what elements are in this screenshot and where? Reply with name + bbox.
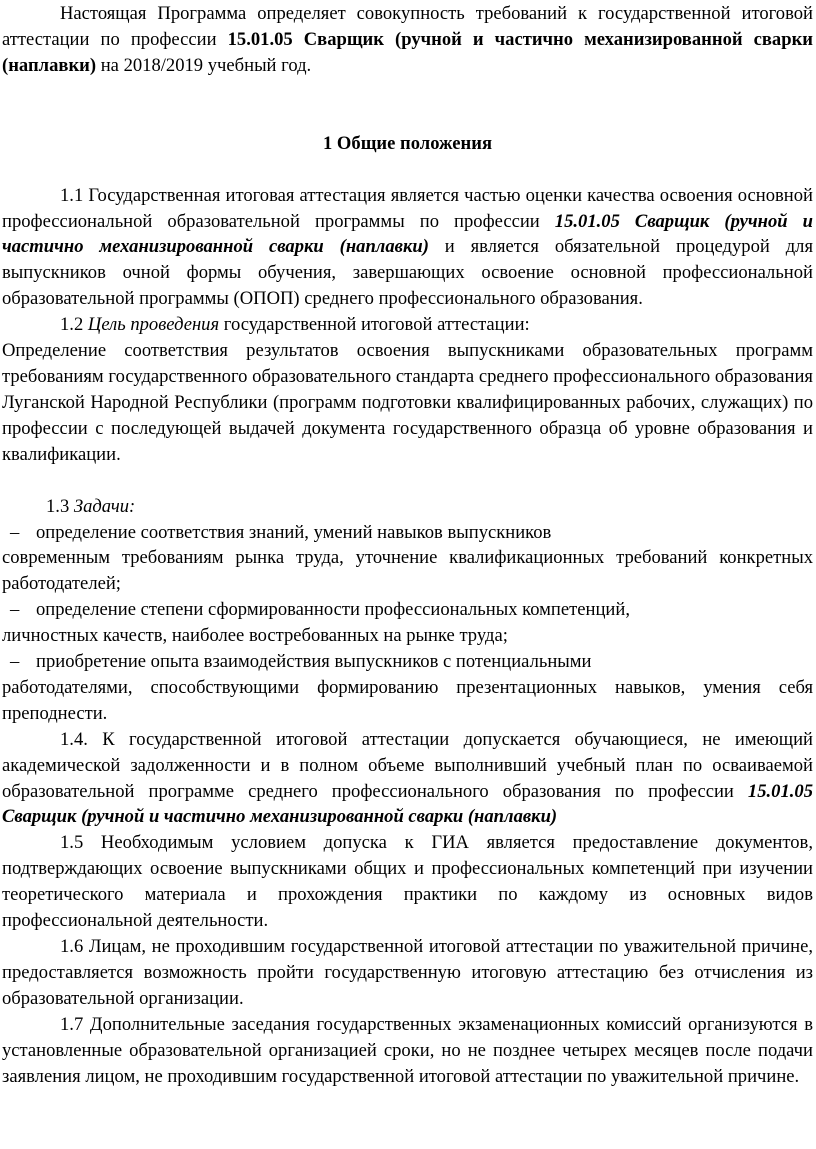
paragraph-profession: 15.01.05 Сварщик (ручной и частично механизированной сварки (наплавки)	[2, 780, 813, 828]
paragraph-text-continued: и является обязательной процедурой для выпускников очной формы обучения, завершающих освоение основной профессиональной образовательной программы (ОПОП) среднего профессионального образования.	[2, 236, 813, 310]
intro-paragraph	[2, 1, 813, 79]
task-item-3-rest: работодателями, способствующими формированию презентационных навыков, умения себя преподнести.	[2, 676, 813, 724]
task-item-text: определение степени сформированности профессиональных компетенций,	[36, 599, 630, 621]
paragraph-1-5: 1.5 Необходимым условием допуска к ГИА является предоставление документов, подтверждающих освоение выпускниками общих и профессиональных компетенций при изучении теоретического материала и прохождения практики по каждому из основных видов профессиональной деятельности.	[2, 832, 813, 932]
dash-bullet: –	[10, 599, 20, 621]
paragraph-text: Государственная итоговая аттестация является частью оценки качества освоения основной профессиональной образовательной программы по профессии	[2, 184, 813, 232]
task-item-1-rest: современным требованиям рынка труда, уточнение квалификационных требований конкретных работодателей;	[2, 547, 813, 595]
spacer	[2, 79, 813, 131]
intro-profession: 15.01.05 Сварщик (ручной и частично механизированной сварки (наплавки)	[2, 28, 813, 76]
task-item-2-first-line	[2, 597, 813, 623]
task-item-3-first-line	[2, 649, 813, 675]
task-item-2-rest: личностных качеств, наиболее востребованных на рынке труда;	[2, 625, 508, 647]
paragraph-1-2-body: Определение соответствия результатов освоения выпускниками образовательных программ требованиям государственного образовательного стандарта среднего профессионального образования Луганской Народной Республики (программ подготовки квалифицированных рабочих, служащих) по профессии с последующей выдачей документа государственного образца об уровне образования и квалификации.	[2, 340, 813, 465]
task-item-1-first-line	[2, 520, 813, 546]
intro-text: Настоящая Программа определяет совокупность требований к государственной итоговой аттестации по профессии	[2, 3, 813, 50]
task-item-text: определение соответствия знаний, умений навыков выпускников	[36, 521, 552, 543]
task-item-text: приобретение опыта взаимодействия выпускников с потенциальными	[36, 651, 592, 673]
goal-label: Цель проведения	[87, 314, 220, 336]
dash-bullet: –	[10, 651, 20, 673]
intro-year-text: на 2018/2019 учебный год.	[96, 54, 312, 76]
dash-bullet: –	[10, 521, 20, 543]
paragraph-text: государственной итоговой аттестации:	[219, 314, 530, 336]
paragraph-number: 1.2	[60, 314, 88, 336]
paragraph-1-4	[2, 727, 813, 831]
paragraph-1-6: 1.6 Лицам, не проходившим государственной итоговой аттестации по уважительной причине, предоставляется возможность пройти государственную итоговую аттестацию без отчисления из образовательной организации.	[2, 936, 813, 1009]
section-title: 1 Общие положения	[322, 132, 493, 154]
paragraph-profession: 15.01.05 Сварщик (ручной и частично механизированной сварки (наплавки)	[2, 210, 813, 258]
paragraph-1-1	[2, 183, 813, 313]
paragraph-1-2-heading	[2, 312, 813, 338]
paragraph-text: 1.4. К государственной итоговой аттестации допускается обучающиеся, не имеющий академической задолженности и в полном объеме выполнивший учебный план по осваиваемой образовательной программе среднего профессионального образования по профессии	[2, 728, 813, 802]
paragraph-number: 1.1	[60, 184, 84, 206]
paragraph-1-7: 1.7 Дополнительные заседания государственных экзаменационных комиссий организуются в установленные образовательной организацией сроки, но не позднее четырех месяцев после подачи заявления лицом, не проходившим государственной итоговой аттестации по уважительной причине.	[2, 1013, 813, 1087]
paragraph-1-3-heading	[2, 494, 813, 520]
paragraph-number: 1.3	[46, 495, 74, 517]
spacer	[2, 468, 813, 494]
tasks-label: Задачи:	[73, 495, 136, 517]
spacer	[2, 157, 813, 183]
